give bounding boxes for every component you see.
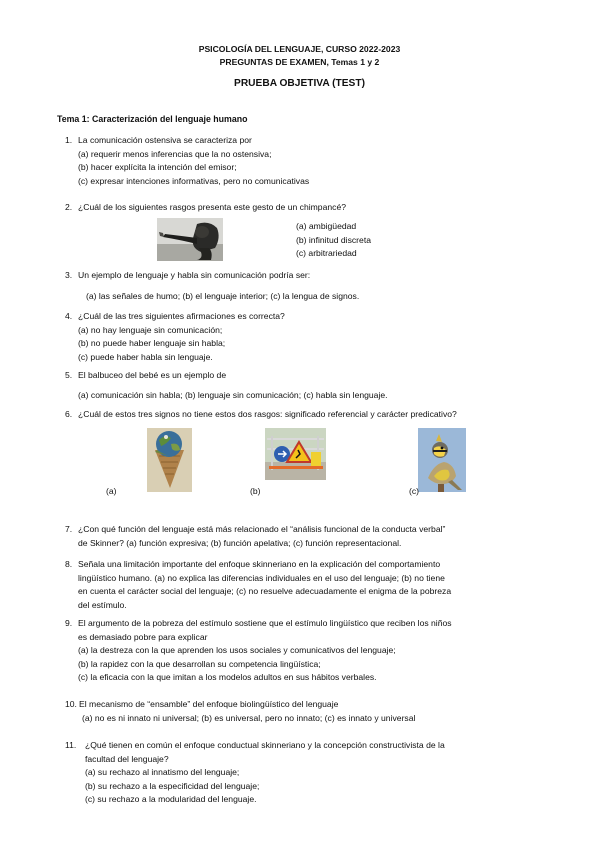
question-5 [65, 369, 226, 383]
question-number: 2. [65, 202, 73, 212]
singing-bird-photo [418, 428, 466, 492]
question-2 [65, 201, 346, 215]
option-b: (b) no puede haber lenguaje sin habla; [78, 338, 226, 349]
option-c: (c) la eficacia con la que imitan a los modelos adultos en sus hábitos verbales. [78, 672, 377, 683]
question-number: 10. [65, 699, 77, 709]
question-line: facultad del lenguaje? [85, 753, 169, 764]
question-5-options [78, 389, 388, 403]
options-line: (a) las señales de humo; (b) el lenguaje interior; (c) la lengua de signos. [86, 291, 360, 301]
question-line: lingüístico humano. (a) no explica las diferencias individuales en el uso del lenguaje; (b) no tiene [78, 572, 445, 583]
question-9 [65, 617, 452, 685]
option-a: (a) su rechazo al innatismo del lenguaje; [85, 767, 240, 778]
option-b: (b) infinitud discreta [296, 234, 371, 245]
question-stem: ¿Cuál de estos tres signos no tiene estos dos rasgos: significado referencial y carácter predicativo? [78, 409, 457, 419]
question-line: es demasiado pobre para explicar [78, 631, 208, 642]
question-3 [65, 269, 310, 283]
question-number: 6. [65, 409, 73, 419]
question-number: 11. [65, 740, 77, 750]
question-line: ¿Con qué función del lenguaje está más relacionado el “análisis funcional de la conducta verbal” [78, 524, 446, 534]
question-number: 3. [65, 270, 73, 280]
option-a: (a) requerir menos inferencias que la no ostensiva; [78, 148, 272, 159]
image-label-a: (a) [106, 486, 117, 496]
question-number: 1. [65, 135, 73, 145]
option-c: (c) arbitrariedad [296, 248, 357, 259]
question-stem: El balbuceo del bebé es un ejemplo de [78, 370, 227, 380]
topic-heading: Tema 1: Caracterización del lenguaje humano [57, 114, 248, 124]
question-7 [65, 523, 445, 550]
options-line: (a) no es ni innato ni universal; (b) es universal, pero no innato; (c) es innato y universal [82, 712, 416, 723]
road-work-signs-photo [265, 428, 326, 480]
test-title: PRUEBA OBJETIVA (TEST) [234, 78, 365, 89]
option-c: (c) puede haber habla sin lenguaje. [78, 351, 213, 362]
question-8 [65, 558, 451, 612]
question-line: El argumento de la pobreza del estímulo sostiene que el estímulo lingüístico que reciben los niños [78, 618, 452, 628]
question-number: 4. [65, 311, 73, 321]
question-10 [65, 698, 415, 725]
question-4 [65, 310, 285, 364]
option-c: (c) expresar intenciones informativas, pero no comunicativas [78, 175, 310, 186]
question-stem: ¿Cuál de las tres siguientes afirmaciones es correcta? [78, 311, 285, 321]
question-line: en cuenta el carácter social del lenguaje; (c) no resuelve adecuadamente el enigma de la pobreza [78, 586, 452, 597]
question-stem: Un ejemplo de lenguaje y habla sin comunicación podría ser: [78, 270, 311, 280]
exam-subtitle: PREGUNTAS DE EXAMEN, Temas 1 y 2 [219, 57, 380, 67]
option-b: (b) hacer explícita la intención del emisor; [78, 162, 237, 173]
question-line: del estímulo. [78, 599, 127, 610]
question-3-options [86, 290, 359, 304]
chimpanzee-gesture-photo [157, 218, 223, 261]
earth-ice-cream-cone-image [147, 428, 192, 492]
option-c: (c) su rechazo a la modularidad del lenguaje. [85, 794, 257, 805]
option-a: (a) ambigüedad [296, 221, 357, 231]
question-11 [65, 739, 445, 807]
question-stem: El mecanismo de “ensamble” del enfoque biolingüístico del lenguaje [79, 699, 339, 709]
question-2-options [296, 220, 371, 261]
question-1 [65, 134, 309, 188]
option-b: (b) su rechazo a la especificidad del lenguaje; [85, 780, 260, 791]
option-b: (b) la rapidez con la que desarrollan su competencia lingüística; [78, 658, 321, 669]
question-number: 5. [65, 370, 73, 380]
question-6 [65, 408, 457, 422]
image-label-b: (b) [250, 486, 261, 496]
image-label-c: (c) [409, 486, 420, 496]
question-line: de Skinner? (a) función expresiva; (b) función apelativa; (c) función representacional. [78, 537, 402, 548]
course-title: PSICOLOGÍA DEL LENGUAJE, CURSO 2022-2023 [198, 44, 401, 54]
option-a: (a) la destreza con la que aprenden los usos sociales y comunicativos del lenguaje; [78, 645, 396, 656]
question-line: ¿Qué tienen en común el enfoque conductual skinneriano y la concepción constructivista de la [85, 740, 445, 750]
question-number: 9. [65, 618, 73, 628]
question-stem: La comunicación ostensiva se caracteriza por [78, 135, 252, 145]
question-line: Señala una limitación importante del enfoque skinneriano en la explicación del comportamiento [78, 559, 441, 569]
question-stem: ¿Cuál de los siguientes rasgos presenta este gesto de un chimpancé? [78, 202, 347, 212]
option-a: (a) no hay lenguaje sin comunicación; [78, 324, 223, 335]
options-line: (a) comunicación sin habla; (b) lenguaje sin comunicación; (c) habla sin lenguaje. [78, 390, 388, 400]
question-number: 7. [65, 524, 73, 534]
question-number: 8. [65, 559, 73, 569]
